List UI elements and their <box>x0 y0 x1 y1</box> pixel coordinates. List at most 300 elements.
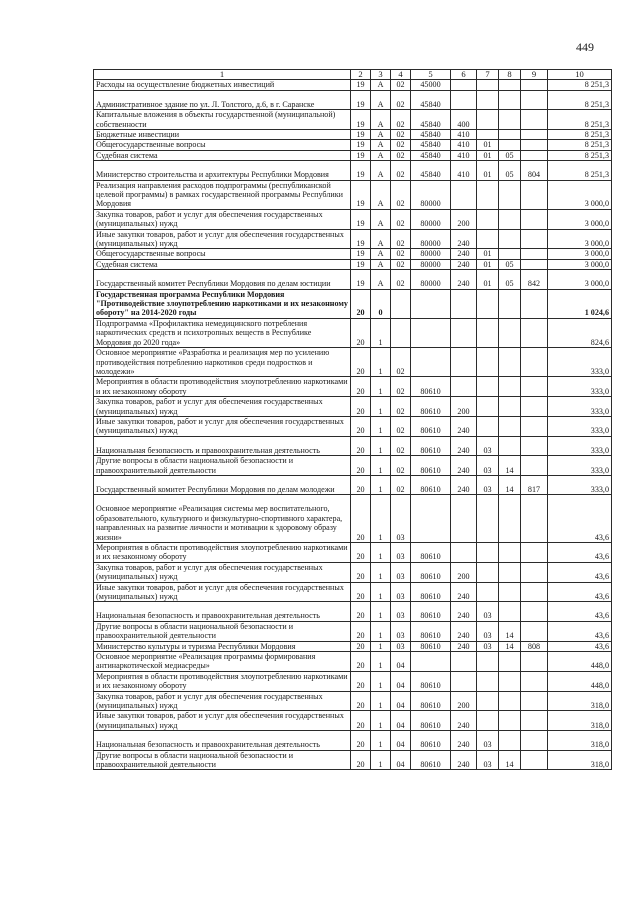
col-9-code <box>521 209 548 229</box>
col-6-code: 240 <box>451 229 477 249</box>
col-6-code: 240 <box>451 436 477 455</box>
col-6-code: 240 <box>451 259 477 269</box>
col-8-code: 05 <box>499 161 521 180</box>
amount-value: 3 000,0 <box>548 249 612 259</box>
col-5-code: 80610 <box>411 436 451 455</box>
col-9-code <box>521 602 548 621</box>
col-7-code: 03 <box>477 621 499 641</box>
amount-value: 318,0 <box>548 711 612 731</box>
col-2-code: 19 <box>351 110 371 130</box>
col-9-code <box>521 436 548 455</box>
table-row <box>94 180 612 209</box>
col-9-code <box>521 348 548 377</box>
row-name: Мероприятия в области противодействия злоупотреблению наркотиками и их незаконному обороту <box>94 671 351 691</box>
col-2-code: 20 <box>351 602 371 621</box>
col-5-code: 80000 <box>411 180 451 209</box>
col-7-code <box>477 90 499 109</box>
col-5-code <box>411 289 451 318</box>
col-4-code: 02 <box>391 140 411 150</box>
col-5-code <box>411 348 451 377</box>
col-8-code <box>499 495 521 543</box>
row-name: Расходы на осуществление бюджетных инвестиций <box>94 80 351 90</box>
col-7-code: 01 <box>477 150 499 160</box>
col-8-code <box>499 110 521 130</box>
col-4-code: 04 <box>391 731 411 750</box>
col-9-code <box>521 397 548 417</box>
col-8-code <box>499 318 521 347</box>
col-3-code: 1 <box>371 621 391 641</box>
row-name: Закупка товаров, работ и услуг для обеспечения государственных (муниципальных) нужд <box>94 397 351 417</box>
page-number: 449 <box>576 40 594 54</box>
col-5-code: 80610 <box>411 582 451 602</box>
col-4-code: 02 <box>391 270 411 289</box>
table-header-row <box>94 70 612 80</box>
table-row <box>94 671 612 691</box>
row-name: Общегосударственные вопросы <box>94 140 351 150</box>
col-8-code <box>499 90 521 109</box>
col-9-code <box>521 110 548 130</box>
row-name: Основное мероприятие «Реализация системы мер воспитательного, образовательного, культурного и физкультурно-спортивного характера, направленных на развитие личности и мотивации к здоровому образу жизни» <box>94 495 351 543</box>
table-row <box>94 209 612 229</box>
col-6-code <box>451 90 477 109</box>
col-6-code <box>451 542 477 562</box>
header-cell: 9 <box>521 70 548 80</box>
col-8-code <box>499 397 521 417</box>
col-2-code: 20 <box>351 436 371 455</box>
col-5-code: 80610 <box>411 750 451 770</box>
row-name: Министерство строительства и архитектуры Республики Мордовия <box>94 161 351 180</box>
col-5-code: 80000 <box>411 270 451 289</box>
table-row <box>94 652 612 672</box>
col-8-code <box>499 249 521 259</box>
col-5-code: 45840 <box>411 90 451 109</box>
col-4-code: 03 <box>391 582 411 602</box>
col-9-code <box>521 80 548 90</box>
amount-value: 318,0 <box>548 691 612 711</box>
row-name: Мероприятия в области противодействия злоупотреблению наркотиками и их незаконному обороту <box>94 377 351 397</box>
col-9-code <box>521 582 548 602</box>
row-name: Судебная система <box>94 150 351 160</box>
col-8-code <box>499 671 521 691</box>
table-row <box>94 731 612 750</box>
col-9-code <box>521 671 548 691</box>
col-3-code: 1 <box>371 495 391 543</box>
budget-table <box>93 69 612 770</box>
row-name: Административное здание по ул. Л. Толстого, д.6, в г. Саранске <box>94 90 351 109</box>
amount-value: 333,0 <box>548 456 612 476</box>
col-2-code: 20 <box>351 671 371 691</box>
table-row <box>94 436 612 455</box>
col-5-code: 45840 <box>411 110 451 130</box>
col-3-code: 1 <box>371 456 391 476</box>
col-9-code <box>521 711 548 731</box>
table-row <box>94 80 612 90</box>
amount-value: 8 251,3 <box>548 150 612 160</box>
col-4-code: 02 <box>391 130 411 140</box>
col-7-code <box>477 542 499 562</box>
col-9-code <box>521 90 548 109</box>
col-8-code <box>499 711 521 731</box>
col-8-code <box>499 229 521 249</box>
col-4-code: 04 <box>391 711 411 731</box>
amount-value: 43,6 <box>548 602 612 621</box>
col-9-code <box>521 130 548 140</box>
col-7-code: 01 <box>477 270 499 289</box>
col-2-code: 19 <box>351 229 371 249</box>
col-6-code: 240 <box>451 582 477 602</box>
col-8-code <box>499 562 521 582</box>
col-5-code: 45840 <box>411 140 451 150</box>
col-5-code: 80610 <box>411 711 451 731</box>
amount-value: 333,0 <box>548 475 612 494</box>
col-6-code: 400 <box>451 110 477 130</box>
col-7-code <box>477 562 499 582</box>
amount-value: 43,6 <box>548 582 612 602</box>
col-5-code: 80610 <box>411 602 451 621</box>
col-5-code: 80610 <box>411 475 451 494</box>
table-row <box>94 150 612 160</box>
amount-value: 43,6 <box>548 495 612 543</box>
amount-value: 3 000,0 <box>548 229 612 249</box>
col-4-code: 04 <box>391 671 411 691</box>
col-7-code <box>477 495 499 543</box>
row-name: Иные закупки товаров, работ и услуг для обеспечения государственных (муниципальных) нужд <box>94 582 351 602</box>
col-3-code: 1 <box>371 436 391 455</box>
row-name: Иные закупки товаров, работ и услуг для обеспечения государственных (муниципальных) нужд <box>94 416 351 436</box>
col-4-code <box>391 289 411 318</box>
col-2-code: 20 <box>351 318 371 347</box>
table-row <box>94 711 612 731</box>
col-8-code <box>499 652 521 672</box>
col-7-code <box>477 289 499 318</box>
header-cell: 6 <box>451 70 477 80</box>
col-5-code: 80610 <box>411 542 451 562</box>
col-9-code <box>521 150 548 160</box>
header-cell: 2 <box>351 70 371 80</box>
col-4-code: 02 <box>391 90 411 109</box>
amount-value: 824,6 <box>548 318 612 347</box>
col-3-code: 1 <box>371 377 391 397</box>
col-9-code <box>521 691 548 711</box>
col-6-code: 410 <box>451 161 477 180</box>
col-7-code <box>477 671 499 691</box>
col-3-code: 1 <box>371 475 391 494</box>
table-row <box>94 542 612 562</box>
col-4-code: 02 <box>391 150 411 160</box>
col-3-code: 1 <box>371 542 391 562</box>
col-2-code: 19 <box>351 90 371 109</box>
col-6-code <box>451 318 477 347</box>
col-3-code: 1 <box>371 397 391 417</box>
col-9-code <box>521 621 548 641</box>
col-6-code <box>451 80 477 90</box>
col-3-code: А <box>371 90 391 109</box>
col-5-code: 80000 <box>411 229 451 249</box>
row-name: Закупка товаров, работ и услуг для обеспечения государственных (муниципальных) нужд <box>94 562 351 582</box>
col-2-code: 19 <box>351 140 371 150</box>
amount-value: 8 251,3 <box>548 140 612 150</box>
col-8-code: 14 <box>499 475 521 494</box>
col-9-code <box>521 140 548 150</box>
col-4-code: 03 <box>391 562 411 582</box>
col-8-code <box>499 436 521 455</box>
col-7-code <box>477 209 499 229</box>
col-4-code: 03 <box>391 542 411 562</box>
col-4-code: 02 <box>391 416 411 436</box>
row-name: Основное мероприятие «Разработка и реализация мер по усилению противодействия потреблению наркотиков среди подростков и молодежи» <box>94 348 351 377</box>
col-5-code: 80000 <box>411 259 451 269</box>
col-3-code: 1 <box>371 691 391 711</box>
table-row <box>94 582 612 602</box>
col-6-code <box>451 652 477 672</box>
table-row <box>94 691 612 711</box>
table-row <box>94 110 612 130</box>
col-2-code: 20 <box>351 416 371 436</box>
col-6-code: 240 <box>451 270 477 289</box>
header-cell: 5 <box>411 70 451 80</box>
amount-value: 448,0 <box>548 671 612 691</box>
col-8-code: 14 <box>499 456 521 476</box>
col-4-code: 02 <box>391 180 411 209</box>
col-7-code: 03 <box>477 475 499 494</box>
col-3-code: 0 <box>371 289 391 318</box>
col-6-code: 410 <box>451 150 477 160</box>
table-row <box>94 416 612 436</box>
col-3-code: А <box>371 259 391 269</box>
col-8-code <box>499 289 521 318</box>
col-6-code: 200 <box>451 562 477 582</box>
row-name: Государственный комитет Республики Мордовия по делам молодежи <box>94 475 351 494</box>
col-6-code: 240 <box>451 731 477 750</box>
col-4-code: 02 <box>391 110 411 130</box>
col-7-code <box>477 652 499 672</box>
col-4-code: 03 <box>391 641 411 651</box>
col-8-code <box>499 691 521 711</box>
row-name: Мероприятия в области противодействия злоупотреблению наркотиками и их незаконному обороту <box>94 542 351 562</box>
col-3-code: А <box>371 130 391 140</box>
col-9-code <box>521 259 548 269</box>
row-name: Другие вопросы в области национальной безопасности и правоохранительной деятельности <box>94 750 351 770</box>
col-9-code: 817 <box>521 475 548 494</box>
amount-value: 333,0 <box>548 416 612 436</box>
amount-value: 43,6 <box>548 641 612 651</box>
table-row <box>94 621 612 641</box>
col-5-code: 45840 <box>411 150 451 160</box>
col-4-code: 02 <box>391 436 411 455</box>
table-row <box>94 750 612 770</box>
header-cell: 1 <box>94 70 351 80</box>
col-3-code: А <box>371 161 391 180</box>
amount-value: 8 251,3 <box>548 110 612 130</box>
table-row <box>94 318 612 347</box>
amount-value: 8 251,3 <box>548 161 612 180</box>
row-name: Закупка товаров, работ и услуг для обеспечения государственных (муниципальных) нужд <box>94 209 351 229</box>
col-4-code <box>391 318 411 347</box>
col-5-code: 80610 <box>411 731 451 750</box>
col-9-code <box>521 180 548 209</box>
col-6-code: 240 <box>451 456 477 476</box>
col-2-code: 19 <box>351 150 371 160</box>
table-row <box>94 475 612 494</box>
table-row <box>94 130 612 140</box>
col-3-code: 1 <box>371 416 391 436</box>
col-7-code <box>477 318 499 347</box>
col-7-code <box>477 711 499 731</box>
row-name: Общегосударственные вопросы <box>94 249 351 259</box>
col-4-code: 03 <box>391 495 411 543</box>
col-3-code: 1 <box>371 602 391 621</box>
row-name: Государственный комитет Республики Мордовия по делам юстиции <box>94 270 351 289</box>
col-6-code: 200 <box>451 691 477 711</box>
col-2-code: 20 <box>351 289 371 318</box>
col-7-code <box>477 416 499 436</box>
col-8-code <box>499 348 521 377</box>
header-cell: 4 <box>391 70 411 80</box>
col-2-code: 20 <box>351 652 371 672</box>
col-9-code <box>521 750 548 770</box>
col-7-code: 01 <box>477 161 499 180</box>
row-name: Основное мероприятие «Реализация программы формирования антинаркотической медиасреды» <box>94 652 351 672</box>
table-row <box>94 348 612 377</box>
table-row <box>94 229 612 249</box>
col-7-code: 03 <box>477 750 499 770</box>
col-5-code: 80610 <box>411 621 451 641</box>
col-6-code <box>451 671 477 691</box>
col-6-code <box>451 495 477 543</box>
col-2-code: 19 <box>351 249 371 259</box>
col-8-code <box>499 602 521 621</box>
col-7-code <box>477 229 499 249</box>
col-2-code: 20 <box>351 582 371 602</box>
row-name: Министерство культуры и туризма Республики Мордовия <box>94 641 351 651</box>
amount-value: 43,6 <box>548 562 612 582</box>
col-6-code: 240 <box>451 750 477 770</box>
col-9-code <box>521 377 548 397</box>
amount-value: 333,0 <box>548 436 612 455</box>
col-3-code: А <box>371 150 391 160</box>
row-name: Судебная система <box>94 259 351 269</box>
col-7-code: 01 <box>477 249 499 259</box>
col-3-code: 1 <box>371 582 391 602</box>
col-5-code <box>411 318 451 347</box>
header-cell: 3 <box>371 70 391 80</box>
col-8-code <box>499 130 521 140</box>
col-9-code <box>521 652 548 672</box>
col-3-code: 1 <box>371 348 391 377</box>
col-8-code: 05 <box>499 259 521 269</box>
col-6-code: 240 <box>451 621 477 641</box>
col-8-code <box>499 582 521 602</box>
col-7-code <box>477 582 499 602</box>
col-2-code: 20 <box>351 377 371 397</box>
col-6-code <box>451 289 477 318</box>
amount-value: 333,0 <box>548 397 612 417</box>
col-5-code: 80610 <box>411 562 451 582</box>
col-5-code <box>411 652 451 672</box>
col-2-code: 20 <box>351 495 371 543</box>
col-3-code: А <box>371 270 391 289</box>
col-2-code: 20 <box>351 475 371 494</box>
col-4-code: 02 <box>391 80 411 90</box>
col-3-code: А <box>371 140 391 150</box>
col-6-code <box>451 377 477 397</box>
col-5-code: 45000 <box>411 80 451 90</box>
header-cell: 8 <box>499 70 521 80</box>
row-name: Бюджетные инвестиции <box>94 130 351 140</box>
col-4-code: 02 <box>391 397 411 417</box>
col-8-code <box>499 80 521 90</box>
col-2-code: 19 <box>351 270 371 289</box>
col-8-code: 05 <box>499 270 521 289</box>
col-7-code <box>477 397 499 417</box>
col-5-code: 80610 <box>411 691 451 711</box>
table-row <box>94 270 612 289</box>
col-8-code <box>499 542 521 562</box>
col-2-code: 20 <box>351 397 371 417</box>
col-7-code: 03 <box>477 641 499 651</box>
amount-value: 333,0 <box>548 348 612 377</box>
col-2-code: 20 <box>351 621 371 641</box>
col-8-code <box>499 180 521 209</box>
col-6-code: 410 <box>451 130 477 140</box>
col-5-code: 80610 <box>411 671 451 691</box>
col-9-code <box>521 731 548 750</box>
col-5-code: 80000 <box>411 249 451 259</box>
col-4-code: 04 <box>391 750 411 770</box>
col-7-code: 03 <box>477 602 499 621</box>
table-row <box>94 249 612 259</box>
col-8-code <box>499 731 521 750</box>
amount-value: 3 000,0 <box>548 180 612 209</box>
col-7-code <box>477 110 499 130</box>
col-4-code: 04 <box>391 652 411 672</box>
col-7-code <box>477 348 499 377</box>
header-cell: 7 <box>477 70 499 80</box>
col-2-code: 20 <box>351 691 371 711</box>
col-8-code <box>499 377 521 397</box>
col-3-code: 1 <box>371 652 391 672</box>
row-name: Реализация направления расходов подпрограммы (республиканской целевой программы) в рамках государственной программы Республики Мордовия <box>94 180 351 209</box>
col-4-code: 03 <box>391 621 411 641</box>
col-6-code: 240 <box>451 641 477 651</box>
row-name: Подпрограмма «Профилактика немедицинского потребления наркотических средств и психотропных веществ в Республике Мордовия до 2020 года» <box>94 318 351 347</box>
col-9-code <box>521 229 548 249</box>
amount-value: 8 251,3 <box>548 80 612 90</box>
col-3-code: А <box>371 209 391 229</box>
col-4-code: 02 <box>391 259 411 269</box>
col-3-code: 1 <box>371 562 391 582</box>
table-row <box>94 641 612 651</box>
col-7-code <box>477 377 499 397</box>
col-9-code <box>521 456 548 476</box>
col-8-code <box>499 209 521 229</box>
col-4-code: 04 <box>391 691 411 711</box>
col-9-code: 808 <box>521 641 548 651</box>
amount-value: 3 000,0 <box>548 259 612 269</box>
col-3-code: 1 <box>371 731 391 750</box>
table-row <box>94 259 612 269</box>
amount-value: 43,6 <box>548 542 612 562</box>
col-7-code <box>477 180 499 209</box>
amount-value: 43,6 <box>548 621 612 641</box>
header-cell: 10 <box>548 70 612 80</box>
col-4-code: 02 <box>391 229 411 249</box>
col-2-code: 20 <box>351 542 371 562</box>
col-7-code <box>477 80 499 90</box>
table-row <box>94 90 612 109</box>
amount-value: 1 024,6 <box>548 289 612 318</box>
col-3-code: 1 <box>371 711 391 731</box>
